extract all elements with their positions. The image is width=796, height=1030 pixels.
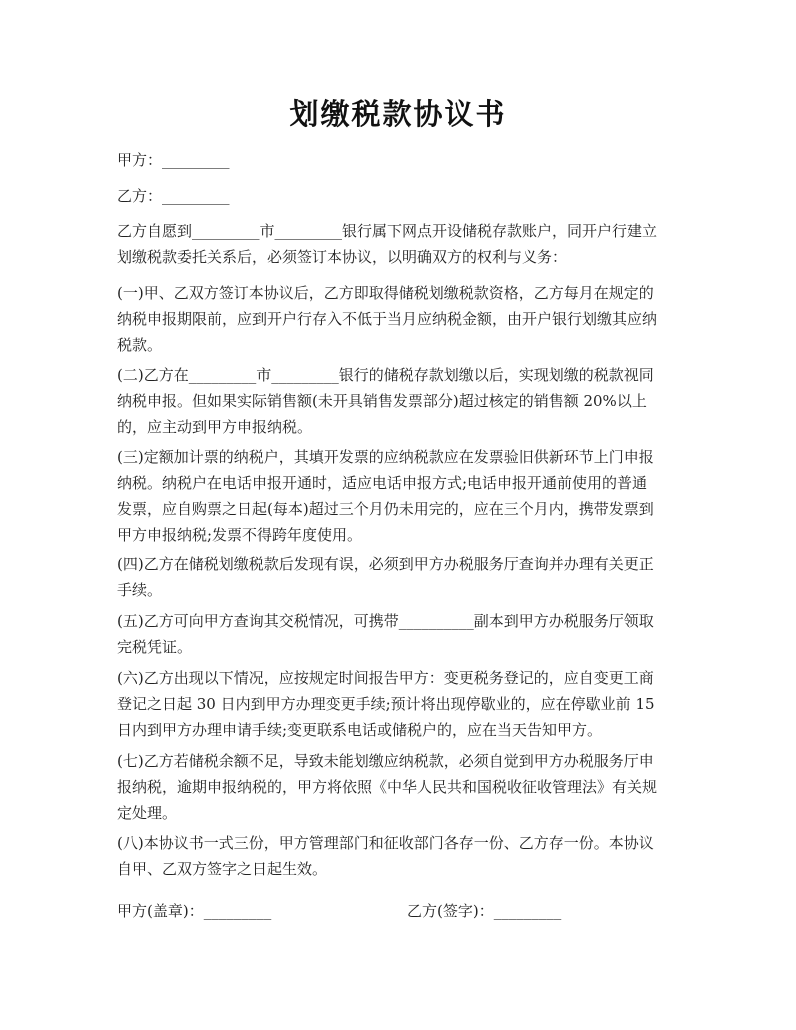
clause-line: (八)本协议书一式三份，甲方管理部门和征收部门各存一份、乙方存一份。本协议 [117, 834, 654, 852]
clause-8 [117, 830, 685, 882]
clause-2 [117, 362, 685, 440]
document-title: 划缴税款协议书 [289, 97, 507, 131]
clause-6 [117, 665, 685, 743]
party-a-signature-line: 甲方(盖章)：_________ [117, 902, 272, 920]
party-b-signature-line: 乙方(签字)：_________ [407, 902, 562, 920]
clause-4 [117, 551, 685, 603]
clause-line: 日内到甲方办理申请手续;变更联系电话或储税户的，应在当天告知甲方。 [117, 721, 603, 739]
clause-line: 报纳税，逾期申报纳税的，甲方将依照《中华人民共和国税收征收管理法》有关规 [117, 778, 658, 796]
clause-line: (六)乙方出现以下情况，应按规定时间报告甲方：变更税务登记的，应自变更工商 [117, 669, 654, 687]
party-b-line: 乙方：_________ [117, 187, 230, 205]
clause-line: 登记之日起 30 日内到甲方办理变更手续;预计将出现停歇业的，应在停歇业前 15 [117, 695, 655, 713]
clause-line: (五)乙方可向甲方查询其交税情况，可携带__________副本到甲方办税服务厅领取 [117, 612, 654, 630]
clause-3 [117, 444, 685, 548]
clause-line: 纳税申报期限前，应到开户行存入不低于当月应纳税金额，由开户银行划缴其应纳 [117, 310, 658, 328]
clause-line: 纳税申报。但如果实际销售额(未开具销售发票部分)超过核定的销售额 20%以上 [117, 392, 647, 410]
clause-line: 的，应主动到甲方申报纳税。 [117, 418, 313, 436]
clause-7 [117, 748, 685, 826]
clause-line: (一)甲、乙双方签订本协议后，乙方即取得储税划缴税款资格，乙方每月在规定的 [117, 284, 654, 302]
intro-paragraph [117, 218, 685, 270]
clause-line: 发票，应自购票之日起(每本)超过三个月仍未用完的，应在三个月内，携带发票到 [117, 500, 654, 518]
clause-line: (四)乙方在储税划缴税款后发现有误，必须到甲方办税服务厅查询并办理有关更正 [117, 555, 654, 573]
clause-1 [117, 280, 685, 358]
clause-line: 自甲、乙双方签字之日起生效。 [117, 860, 328, 878]
clause-line: (三)定额加计票的纳税户，其填开发票的应纳税款应在发票验旧供新环节上门申报 [117, 448, 654, 466]
clause-line: 完税凭证。 [117, 638, 193, 656]
clause-line: 定处理。 [117, 804, 178, 822]
intro-line: 乙方自愿到_________市_________银行属下网点开设储税存款账户，同开户行建立 [117, 222, 658, 240]
clause-line: 纳税。纳税户在电话申报开通时，适应电话申报方式;电话申报开通前使用的普通 [117, 474, 648, 492]
clause-line: (二)乙方在_________市_________银行的储税存款划缴以后，实现划缴的税款视同 [117, 366, 654, 384]
clause-line: 税款。 [117, 336, 163, 354]
intro-line: 划缴税款委托关系后，必须签订本协议，以明确双方的权利与义务： [117, 248, 568, 266]
clause-line: 手续。 [117, 581, 163, 599]
clause-5 [117, 608, 685, 660]
clause-line: 甲方申报纳税;发票不得跨年度使用。 [117, 526, 363, 544]
party-a-line: 甲方：_________ [117, 151, 230, 169]
clause-line: (七)乙方若储税余额不足，导致未能划缴应纳税款，必须自觉到甲方办税服务厅申 [117, 752, 654, 770]
